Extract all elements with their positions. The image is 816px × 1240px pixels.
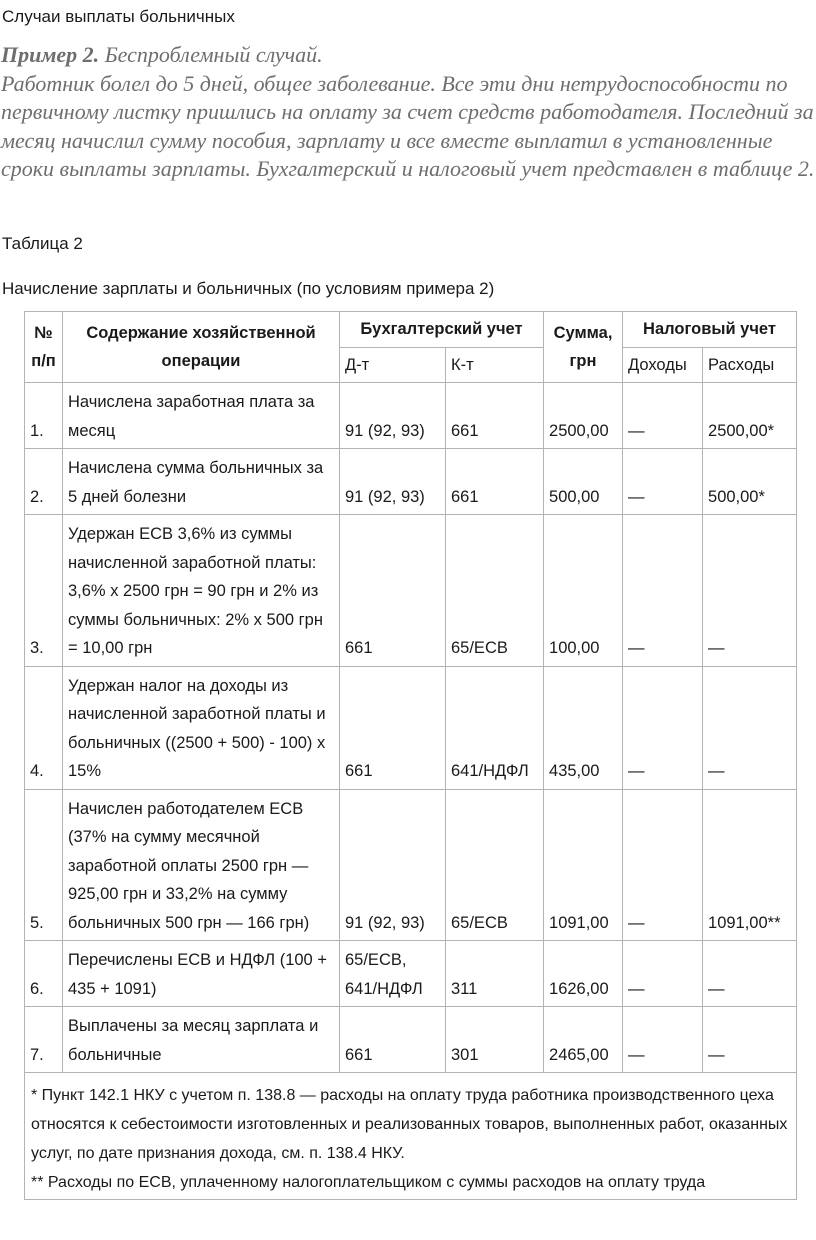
row-credit: 641/НДФЛ — [446, 666, 544, 789]
row-amount: 1091,00 — [544, 789, 623, 941]
header-expenses: Расходы — [703, 347, 797, 383]
row-amount: 100,00 — [544, 515, 623, 667]
table-caption: Начисление зарплаты и больничных (по условиям примера 2) — [2, 279, 495, 298]
row-debit: 661 — [340, 1007, 446, 1073]
header-row-1 — [25, 312, 797, 348]
accounting-table — [24, 311, 797, 1200]
footnotes — [25, 1073, 797, 1200]
row-expenses: 1091,00** — [703, 789, 797, 941]
row-expenses: — — [703, 941, 797, 1007]
row-debit: 91 (92, 93) — [340, 789, 446, 941]
row-amount: 435,00 — [544, 666, 623, 789]
footnotes-row — [25, 1073, 797, 1200]
row-num: 2. — [25, 449, 63, 515]
row-expenses: 2500,00* — [703, 383, 797, 449]
row-operation: Начислена заработная плата за месяц — [63, 383, 340, 449]
row-expenses: — — [703, 515, 797, 667]
header-accounting: Бухгалтерский учет — [340, 312, 544, 348]
row-amount: 2465,00 — [544, 1007, 623, 1073]
row-income: — — [623, 449, 703, 515]
page-heading: Случаи выплаты больничных — [2, 7, 235, 26]
row-debit: 661 — [340, 666, 446, 789]
row-operation: Начислена сумма больничных за 5 дней болезни — [63, 449, 340, 515]
row-num: 4. — [25, 666, 63, 789]
row-credit: 65/ЕСВ — [446, 789, 544, 941]
row-num: 5. — [25, 789, 63, 941]
example-intro — [1, 41, 815, 184]
header-income: Доходы — [623, 347, 703, 383]
table-row — [25, 789, 797, 941]
table-row — [25, 515, 797, 667]
row-income: — — [623, 666, 703, 789]
row-num: 1. — [25, 383, 63, 449]
table-row — [25, 383, 797, 449]
row-income: — — [623, 383, 703, 449]
row-debit: 91 (92, 93) — [340, 383, 446, 449]
table-row — [25, 666, 797, 789]
row-credit: 661 — [446, 449, 544, 515]
table-row — [25, 941, 797, 1007]
row-amount: 1626,00 — [544, 941, 623, 1007]
header-num: № п/п — [25, 312, 63, 383]
header-debit: Д-т — [340, 347, 446, 383]
row-debit: 65/ЕСВ, 641/НДФЛ — [340, 941, 446, 1007]
row-credit: 301 — [446, 1007, 544, 1073]
header-amount: Сумма, грн — [544, 312, 623, 383]
row-debit: 661 — [340, 515, 446, 667]
header-credit: К-т — [446, 347, 544, 383]
row-debit: 91 (92, 93) — [340, 449, 446, 515]
header-tax: Налоговый учет — [623, 312, 797, 348]
row-amount: 2500,00 — [544, 383, 623, 449]
footnote-1: * Пункт 142.1 НКУ с учетом п. 138.8 — расходы на оплату труда работника производственного цеха относятся к себестоимости изготовленных и реализованных товаров, выполненных работ, оказанных услуг, по дате признания дохода, см. п. 138.4 НКУ. — [31, 1087, 788, 1162]
row-operation: Начислен работодателем ЕСВ (37% на сумму месячной заработной оплаты 2500 грн — 925,00 грн и 33,2% на сумму больничных 500 грн — 166 грн) — [63, 789, 340, 941]
header-content: Содержание хозяйственной операции — [63, 312, 340, 383]
row-operation: Выплачены за месяц зарплата и больничные — [63, 1007, 340, 1073]
row-credit: 65/ЕСВ — [446, 515, 544, 667]
row-operation: Удержан ЕСВ 3,6% из суммы начисленной заработной платы: 3,6% x 2500 грн = 90 грн и 2% из суммы больничных: 2% x 500 грн = 10,00 грн — [63, 515, 340, 667]
example-title: Беспроблемный случай. — [99, 42, 323, 67]
row-expenses: 500,00* — [703, 449, 797, 515]
row-num: 6. — [25, 941, 63, 1007]
table-number: Таблица 2 — [2, 234, 83, 253]
row-num: 7. — [25, 1007, 63, 1073]
row-num: 3. — [25, 515, 63, 667]
row-expenses: — — [703, 666, 797, 789]
example-label: Пример 2. — [1, 42, 100, 67]
footnote-2: ** Расходы по ЕСВ, уплаченному налогоплательщиком с суммы расходов на оплату труда — [31, 1174, 706, 1191]
row-income: — — [623, 1007, 703, 1073]
table-row — [25, 1007, 797, 1073]
row-operation: Перечислены ЕСВ и НДФЛ (100 + 435 + 1091) — [63, 941, 340, 1007]
row-operation: Удержан налог на доходы из начисленной заработной платы и больничных ((2500 + 500) - 100) x 15% — [63, 666, 340, 789]
row-income: — — [623, 941, 703, 1007]
row-amount: 500,00 — [544, 449, 623, 515]
row-expenses: — — [703, 1007, 797, 1073]
row-income: — — [623, 515, 703, 667]
table-row — [25, 449, 797, 515]
row-income: — — [623, 789, 703, 941]
example-text: Работник болел до 5 дней, общее заболевание. Все эти дни нетрудоспособности по первичному листку пришлись на оплату за счет средств работодателя. Последний за месяц начислил сумму пособия, зарплату и все вместе выплатил в установленные сроки выплаты зарплаты. Бухгалтерский и налоговый учет представлен в таблице 2. — [1, 70, 815, 181]
row-credit: 661 — [446, 383, 544, 449]
row-credit: 311 — [446, 941, 544, 1007]
